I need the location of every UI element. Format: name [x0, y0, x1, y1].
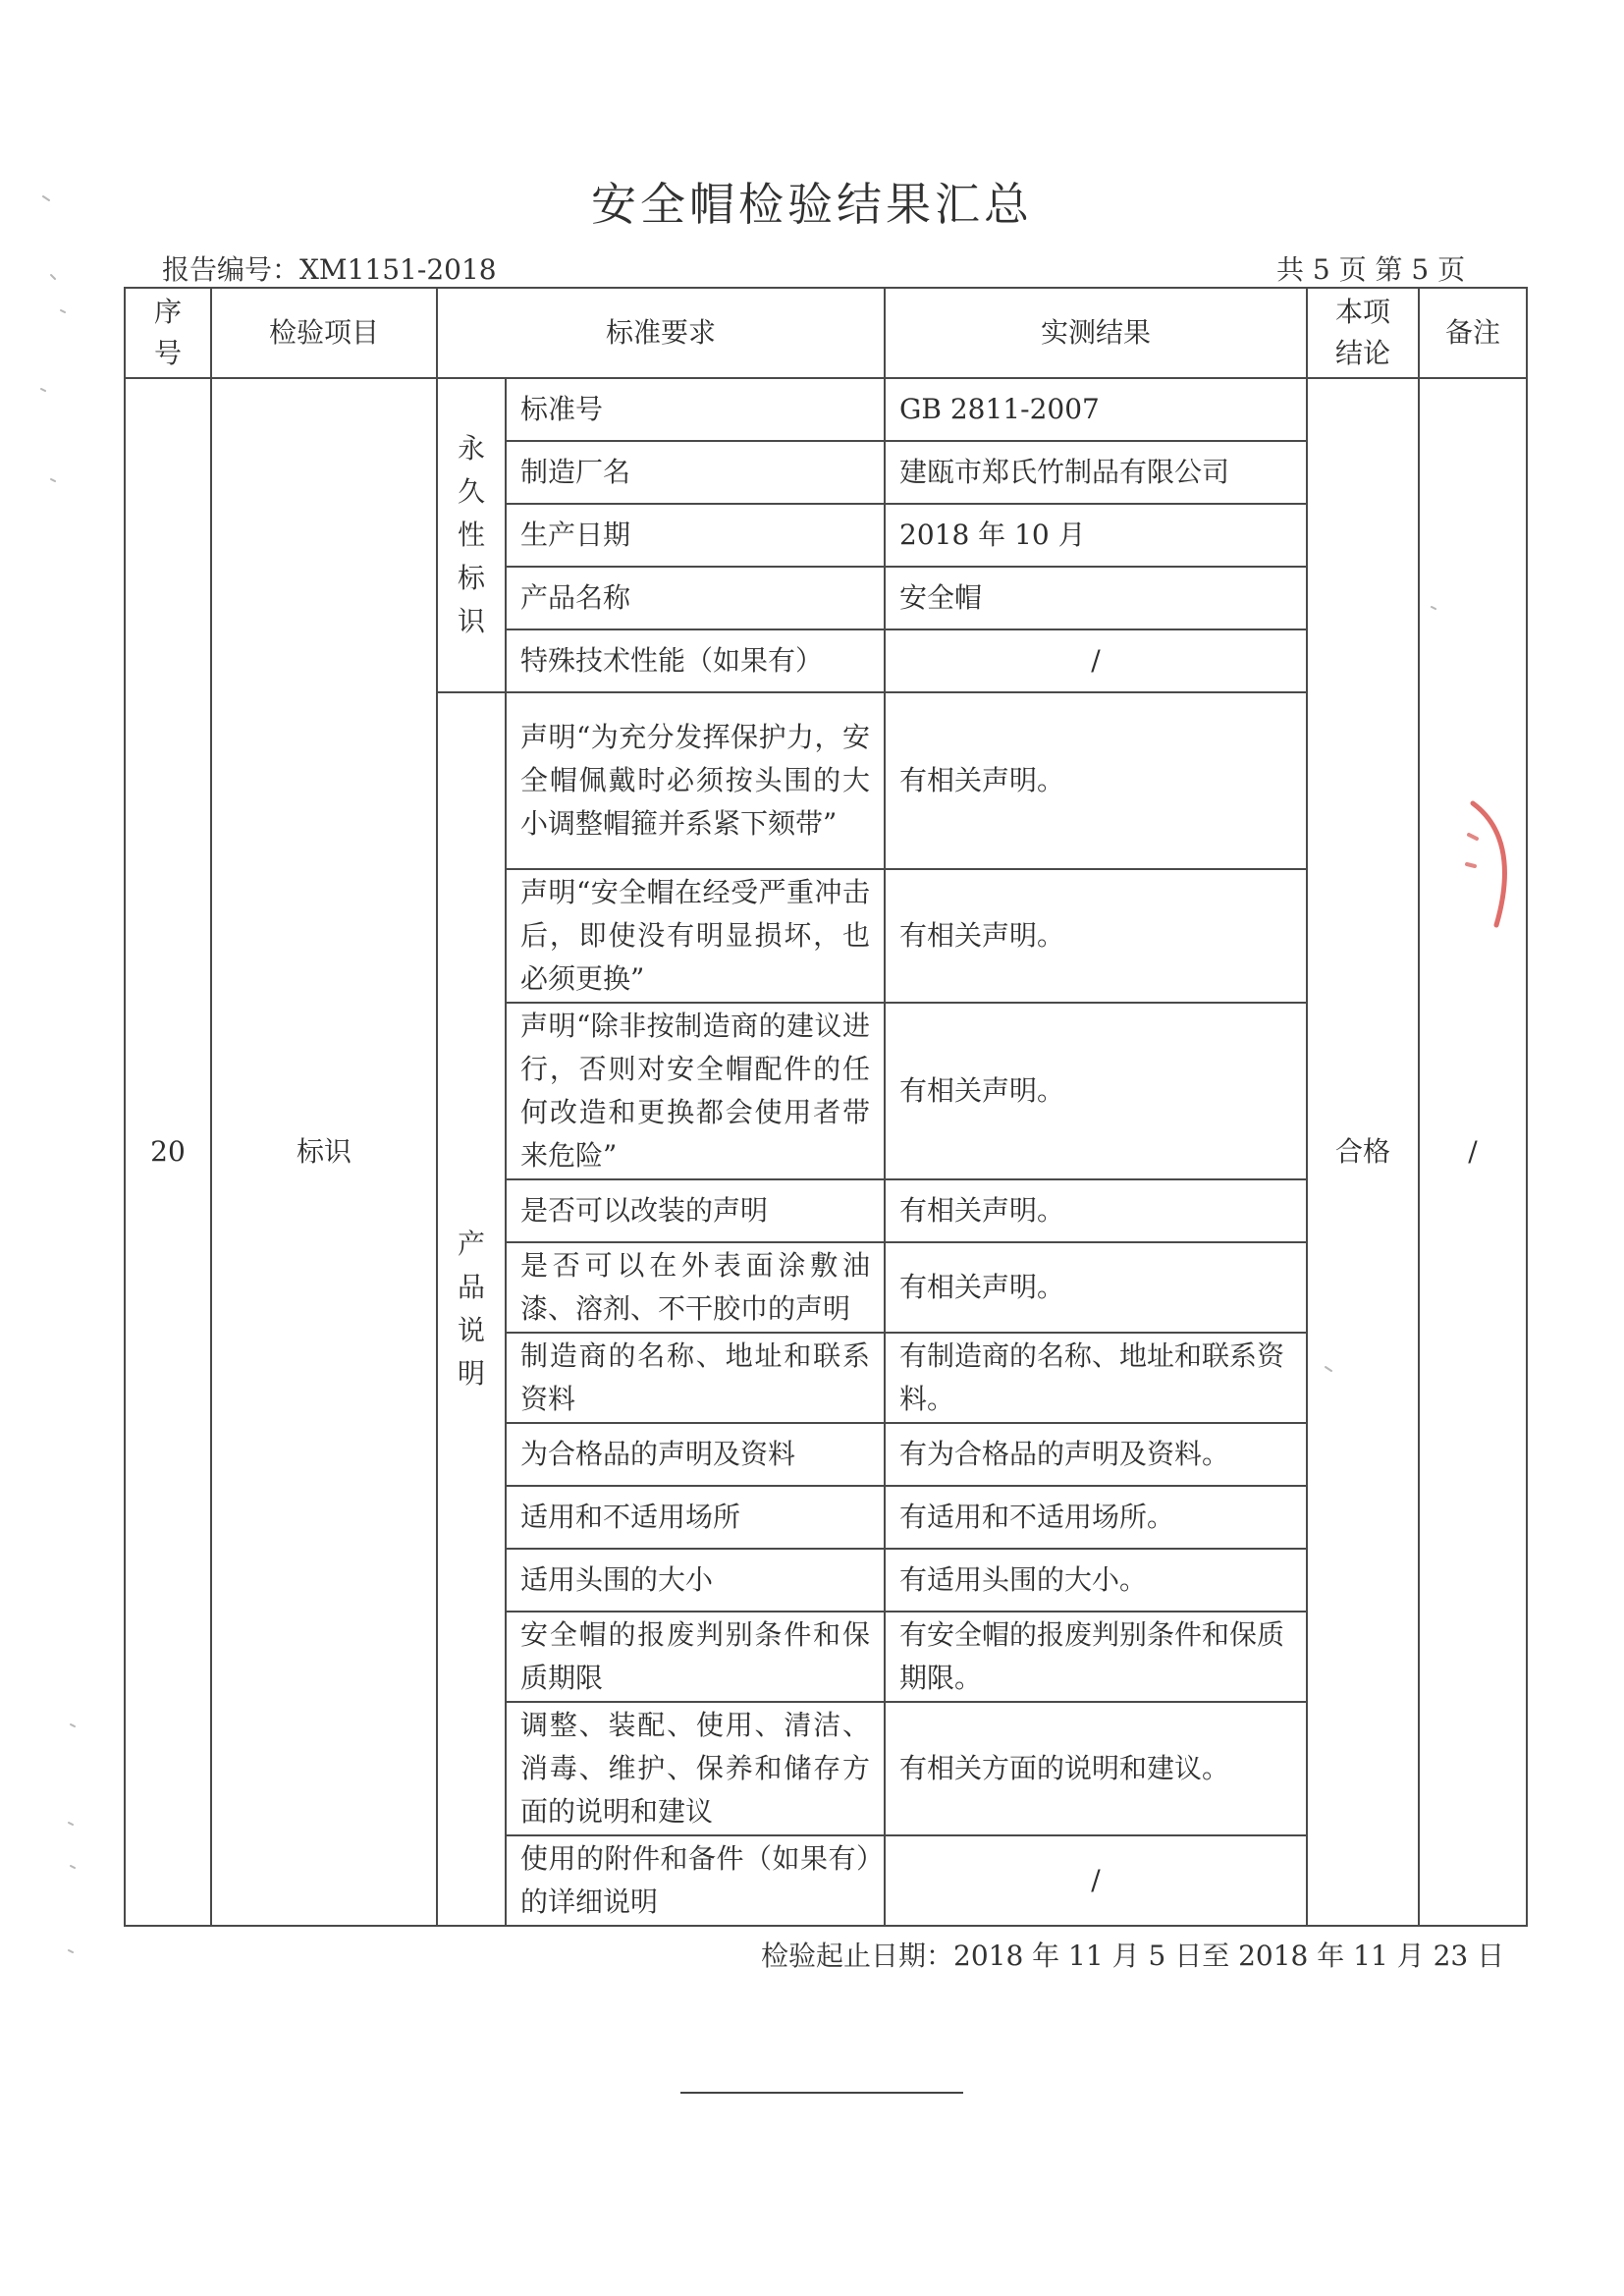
row-seq: 20 — [125, 378, 211, 1926]
header-item: 检验项目 — [211, 288, 437, 378]
table-header-row — [125, 288, 1527, 378]
result-cell: 安全帽 — [885, 567, 1307, 629]
header-remark: 备注 — [1419, 288, 1527, 378]
requirement-cell: 标准号 — [506, 378, 885, 441]
page-indicator: 共 5 页 第 5 页 — [1276, 253, 1466, 286]
requirement-cell: 制造厂名 — [506, 441, 885, 504]
requirement-cell: 声明“安全帽在经受严重冲击后，即使没有明显损坏，也必须更换” — [506, 869, 885, 1003]
group-label-product-instructions: 产 品 说 明 — [437, 692, 506, 1926]
requirement-cell: 适用和不适用场所 — [506, 1486, 885, 1549]
page-title: 安全帽检验结果汇总 — [591, 178, 1033, 231]
requirement-cell: 是否可以改装的声明 — [506, 1179, 885, 1242]
inspection-date-range: 检验起止日期：2018 年 11 月 5 日至 2018 年 11 月 23 日 — [761, 1940, 1505, 1972]
group-label-permanent-marking: 永 久 性 标 识 — [437, 378, 506, 692]
result-cell: 建瓯市郑氏竹制品有限公司 — [885, 441, 1307, 504]
result-cell: GB 2811-2007 — [885, 378, 1307, 441]
requirement-cell: 声明“除非按制造商的建议进行，否则对安全帽配件的任何改造和更换都会使用者带来危险” — [506, 1003, 885, 1179]
result-cell: 有制造商的名称、地址和联系资料。 — [885, 1333, 1307, 1423]
result-cell: / — [885, 629, 1307, 692]
result-cell: 有为合格品的声明及资料。 — [885, 1423, 1307, 1486]
requirement-cell: 产品名称 — [506, 567, 885, 629]
requirement-cell: 制造商的名称、地址和联系资料 — [506, 1333, 885, 1423]
result-cell: 有适用和不适用场所。 — [885, 1486, 1307, 1549]
header-conclusion: 本项 结论 — [1307, 288, 1419, 378]
result-cell: 有相关声明。 — [885, 692, 1307, 869]
result-cell: 2018 年 10 月 — [885, 504, 1307, 567]
row-item: 标识 — [211, 378, 437, 1926]
requirement-cell: 调整、装配、使用、清洁、消毒、维护、保养和储存方面的说明和建议 — [506, 1702, 885, 1835]
table-row — [125, 378, 1527, 441]
result-cell: 有相关声明。 — [885, 1242, 1307, 1333]
requirement-cell: 使用的附件和备件（如果有）的详细说明 — [506, 1835, 885, 1926]
row-conclusion: 合格 — [1307, 378, 1419, 1926]
signature-line — [680, 2092, 963, 2094]
requirement-cell: 适用头围的大小 — [506, 1549, 885, 1612]
requirement-cell: 声明“为充分发挥保护力，安全帽佩戴时必须按头围的大小调整帽箍并系紧下颏带” — [506, 692, 885, 869]
result-cell: 有安全帽的报废判别条件和保质期限。 — [885, 1612, 1307, 1702]
report-number: 报告编号：XM1151-2018 — [162, 253, 497, 286]
header-result: 实测结果 — [885, 288, 1307, 378]
requirement-cell: 生产日期 — [506, 504, 885, 567]
result-cell: 有相关声明。 — [885, 869, 1307, 1003]
requirement-cell: 为合格品的声明及资料 — [506, 1423, 885, 1486]
row-remark: / — [1419, 378, 1527, 1926]
result-cell: / — [885, 1835, 1307, 1926]
requirement-cell: 是否可以在外表面涂敷油漆、溶剂、不干胶巾的声明 — [506, 1242, 885, 1333]
requirement-cell: 特殊技术性能（如果有） — [506, 629, 885, 692]
header-standard: 标准要求 — [437, 288, 885, 378]
result-cell: 有相关声明。 — [885, 1179, 1307, 1242]
requirement-cell: 安全帽的报废判别条件和保质期限 — [506, 1612, 885, 1702]
results-table — [124, 287, 1528, 1927]
result-cell: 有相关方面的说明和建议。 — [885, 1702, 1307, 1835]
result-cell: 有适用头围的大小。 — [885, 1549, 1307, 1612]
result-cell: 有相关声明。 — [885, 1003, 1307, 1179]
seal-stamp-fragment-icon — [1463, 795, 1522, 933]
header-seq: 序 号 — [125, 288, 211, 378]
